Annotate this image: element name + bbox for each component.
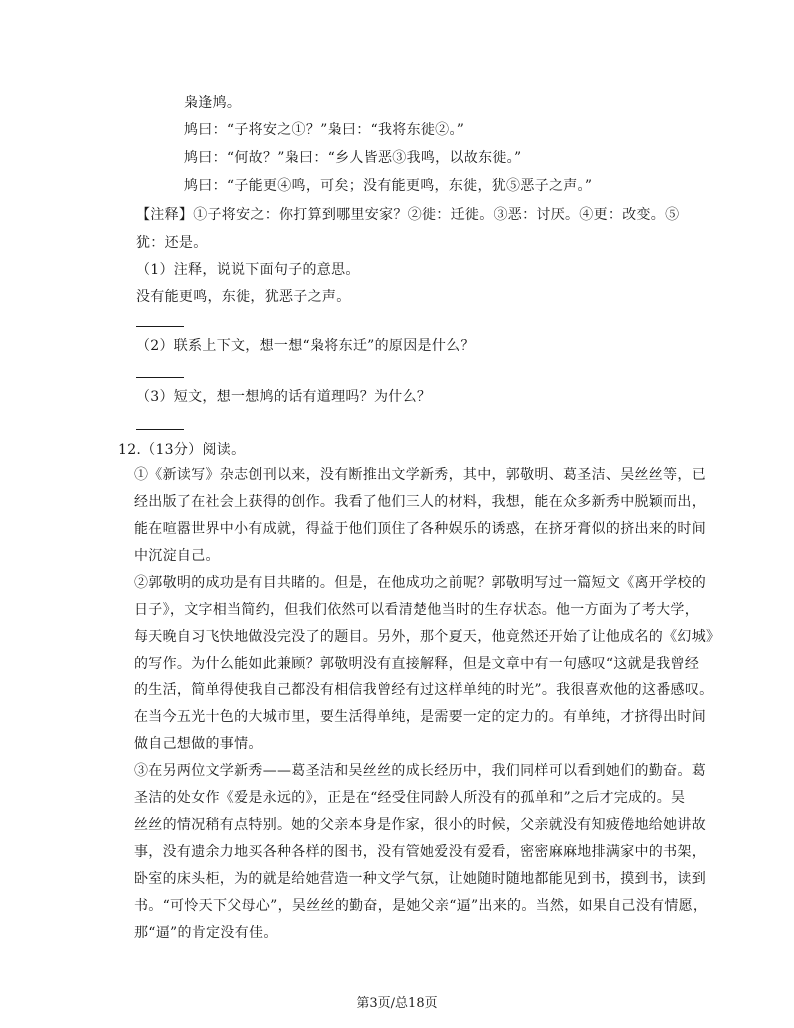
question-12-header: 12.（13分）阅读。 bbox=[118, 442, 246, 458]
paragraph-2-line: 日子》，文字相当简约，但我们依然可以看清楚他当时的生存状态。他一方面为了考大学， bbox=[134, 602, 699, 618]
paragraph-3-line: ③在另两位文学新秀——葛圣洁和吴丝丝的成长经历中，我们同样可以看到她们的勤奋。葛 bbox=[134, 763, 706, 779]
answer-blank bbox=[136, 377, 184, 378]
paragraph-2-line: 的写作。为什么能如此兼顾？郭敬明没有直接解释，但是文章中有一句感叹“这就是我曾经 bbox=[134, 656, 700, 672]
poem-line: 鸠曰：“子将安之①？”枭曰：“我将东徙②。” bbox=[184, 122, 465, 138]
page-footer: 第3页/总18页 bbox=[356, 996, 438, 1011]
paragraph-3-line: 圣洁的处女作《爱是永远的》，正是在“经受住同龄人所没有的孤单和”之后才完成的。吴 bbox=[134, 790, 686, 806]
paragraph-1-line: 经出版了在社会上获得的创作。我看了他们三人的材料，我想，能在众多新秀中脱颖而出， bbox=[134, 494, 706, 510]
poem-line: 枭逢鸠。 bbox=[184, 95, 242, 111]
paragraph-2-line: 在当今五光十色的大城市里，要生活得单纯，是需要一定的定力的。有单纯，才挤得出时间 bbox=[134, 709, 706, 725]
question-2: （2）联系上下文，想一想“枭将东迁”的原因是什么？ bbox=[136, 338, 475, 354]
answer-blank bbox=[136, 326, 184, 327]
question-3: （3）短文，想一想鸠的话有道理吗？为什么？ bbox=[136, 389, 432, 405]
paragraph-3-line: 卧室的床头柜，为的就是给她营造一种文学气氛，让她随时随地都能见到书，摸到书，读到 bbox=[134, 871, 706, 887]
question-1-sentence: 没有能更鸣，东徙，犹恶子之声。 bbox=[136, 289, 351, 305]
paragraph-2-line: 的生活，简单得使我自己都没有相信我曾经有过这样单纯的时光”。我很喜欢他的这番感叹。 bbox=[134, 682, 714, 698]
paragraph-3-line: 书。“可怜天下父母心”，吴丝丝的勤奋，是她父亲“逼”出来的。当然，如果自己没有情愿， bbox=[134, 898, 708, 914]
paragraph-1-line: ①《新读写》杂志创刊以来，没有断推出文学新秀，其中，郭敬明、葛圣洁、吴丝丝等，已 bbox=[134, 467, 706, 483]
poem-line: 鸠曰：“何故？”枭曰：“乡人皆恶③我鸣，以故东徙。” bbox=[184, 150, 522, 166]
poem-line: 鸠曰：“子能更④鸣，可矣；没有能更鸣，东徙，犹⑤恶子之声。” bbox=[184, 178, 593, 194]
notes-line: 犹：还是。 bbox=[136, 235, 208, 251]
paragraph-3-line: 丝丝的情况稍有点特别。她的父亲本身是作家，很小的时候，父亲就没有知疲倦地给她讲故 bbox=[134, 817, 706, 833]
paragraph-1-line: 能在喧嚣世界中小有成就，得益于他们顶住了各种娱乐的诱惑，在挤牙膏似的挤出来的时间 bbox=[134, 521, 706, 537]
paragraph-3-line: 那“逼”的肯定没有佳。 bbox=[134, 925, 278, 941]
notes-line: 【注释】①子将安之：你打算到哪里安家？②徙：迁徙。③恶：讨厌。④更：改变。⑤ bbox=[136, 207, 680, 223]
paragraph-2-line: ②郭敬明的成功是有目共睹的。但是，在他成功之前呢？郭敬明写过一篇短文《离开学校的 bbox=[134, 575, 706, 591]
answer-blank bbox=[136, 429, 184, 430]
paragraph-2-line: 做自己想做的事情。 bbox=[134, 736, 263, 752]
question-1: （1）注释，说说下面句子的意思。 bbox=[136, 262, 360, 278]
paragraph-3-line: 事，没有遗余力地买各种各样的图书，没有管她爱没有爱看，密密麻麻地排满家中的书架， bbox=[134, 844, 706, 860]
paragraph-1-line: 中沉淀自己。 bbox=[134, 548, 220, 564]
paragraph-2-line: 每天晚自习飞快地做没完没了的题目。另外，那个夏天，他竟然还开始了让他成名的《幻城》 bbox=[134, 629, 721, 645]
